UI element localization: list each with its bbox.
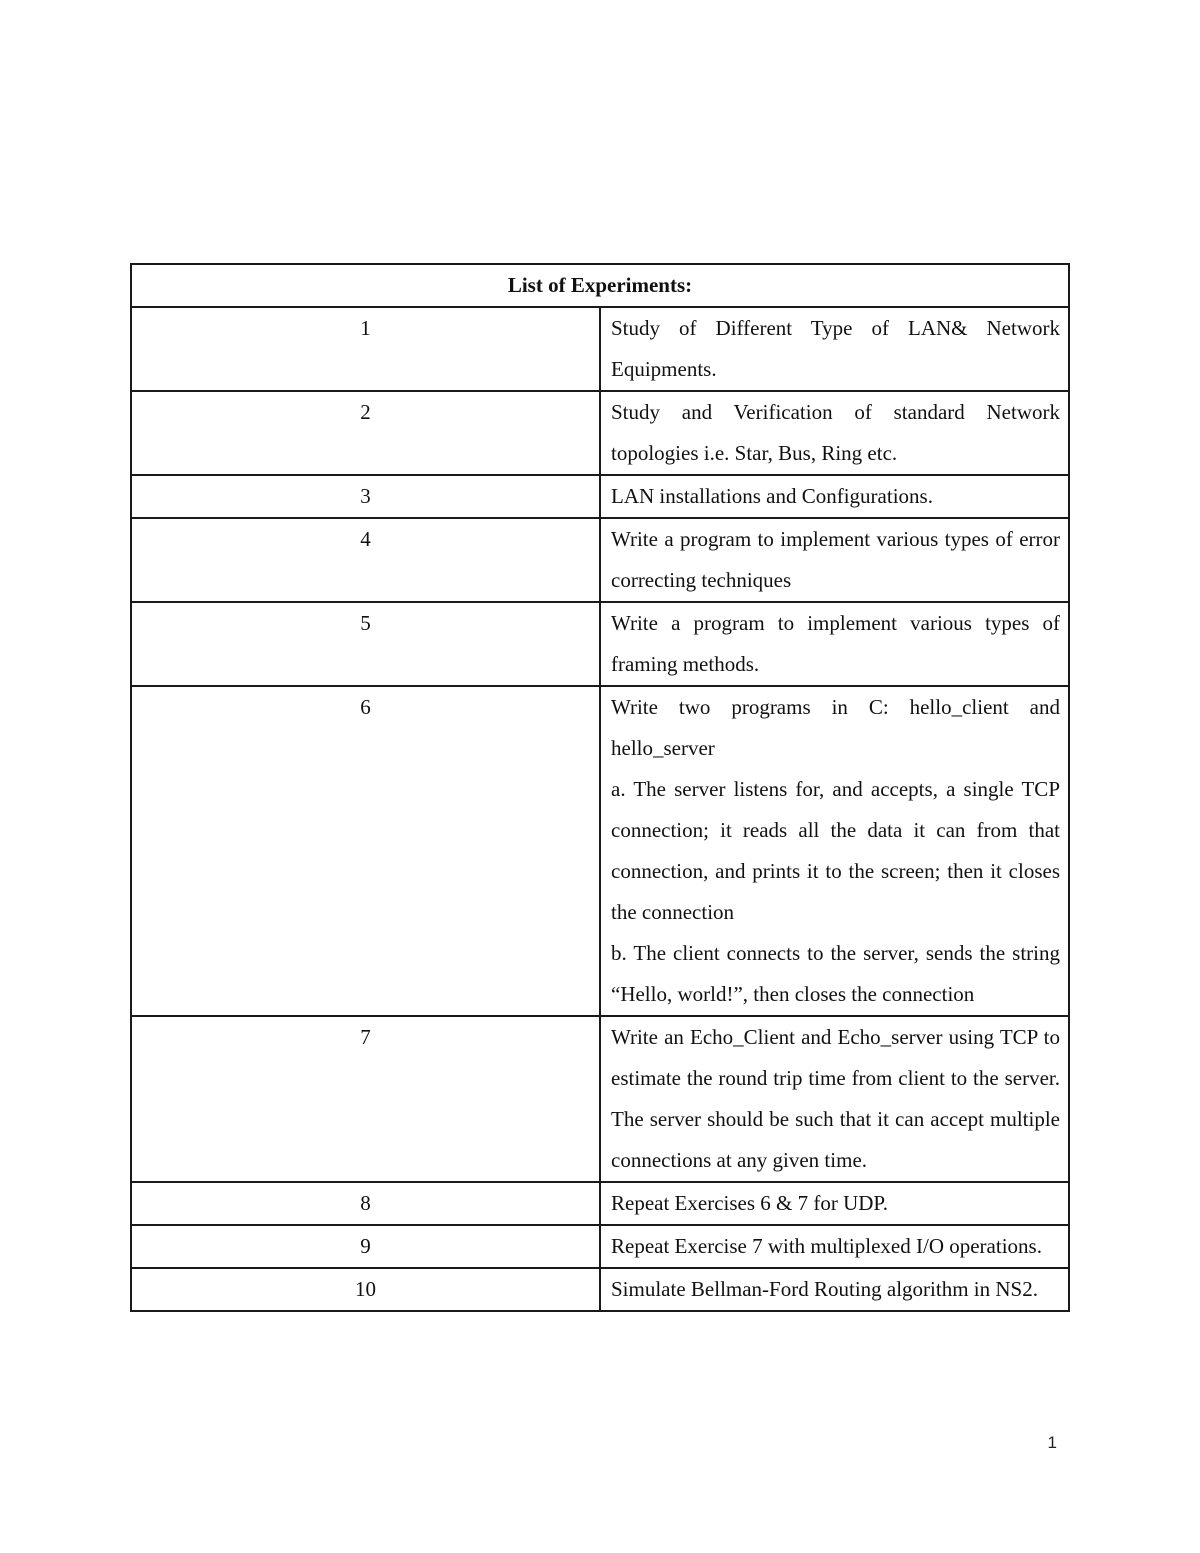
experiment-number: 3 (131, 475, 600, 518)
experiment-text-line: Study of Different Type of LAN& Network Equipments. (611, 316, 1060, 381)
table-row (131, 1182, 1069, 1225)
experiment-description (600, 518, 1069, 602)
experiment-number: 2 (131, 391, 600, 475)
table-row (131, 602, 1069, 686)
experiment-description (600, 602, 1069, 686)
experiment-description (600, 307, 1069, 391)
experiment-number: 6 (131, 686, 600, 1016)
experiment-description (600, 391, 1069, 475)
experiments-table (130, 263, 1070, 1312)
table-header-row (131, 264, 1069, 307)
table-row (131, 686, 1069, 1016)
experiment-description (600, 686, 1069, 1016)
page-number: 1 (1047, 1433, 1057, 1452)
experiment-number: 10 (131, 1268, 600, 1311)
experiment-text-line: Write a program to implement various types of error correcting techniques (611, 527, 1060, 592)
experiment-number: 9 (131, 1225, 600, 1268)
experiment-text-line: a. The server listens for, and accepts, a single TCP connection; it reads all the data it can from that connection, and prints it to the screen; then it closes the connection (611, 777, 1060, 924)
table-row (131, 1016, 1069, 1182)
experiment-number: 5 (131, 602, 600, 686)
experiment-text-line: Study and Verification of standard Network topologies i.e. Star, Bus, Ring etc. (611, 400, 1060, 465)
table-row (131, 1268, 1069, 1311)
experiment-text-line: b. The client connects to the server, sends the string “Hello, world!”, then closes the connection (611, 941, 1060, 1006)
table-row (131, 307, 1069, 391)
experiment-number: 7 (131, 1016, 600, 1182)
table-row (131, 1225, 1069, 1268)
experiment-text-line: Repeat Exercise 7 with multiplexed I/O operations. (611, 1234, 1042, 1258)
experiment-number: 1 (131, 307, 600, 391)
experiment-number: 8 (131, 1182, 600, 1225)
table-body (131, 307, 1069, 1311)
experiment-description (600, 1225, 1069, 1268)
experiment-text-line: Write a program to implement various types of framing methods. (611, 611, 1060, 676)
table-row (131, 391, 1069, 475)
experiment-text-line: Write two programs in C: hello_client and hello_server (611, 695, 1060, 760)
experiment-number: 4 (131, 518, 600, 602)
table-row (131, 518, 1069, 602)
experiment-description (600, 475, 1069, 518)
experiment-text-line: Repeat Exercises 6 & 7 for UDP. (611, 1191, 889, 1215)
experiment-description (600, 1182, 1069, 1225)
experiment-description (600, 1268, 1069, 1311)
experiment-text-line: LAN installations and Configurations. (611, 484, 933, 508)
table-title: List of Experiments: (131, 264, 1069, 307)
table-row (131, 475, 1069, 518)
experiment-text-line: Simulate Bellman-Ford Routing algorithm in NS2. (611, 1277, 1038, 1301)
experiment-description (600, 1016, 1069, 1182)
experiment-text-line: Write an Echo_Client and Echo_server using TCP to estimate the round trip time from client to the server. The server should be such that it can accept multiple connections at any given time. (611, 1025, 1060, 1172)
